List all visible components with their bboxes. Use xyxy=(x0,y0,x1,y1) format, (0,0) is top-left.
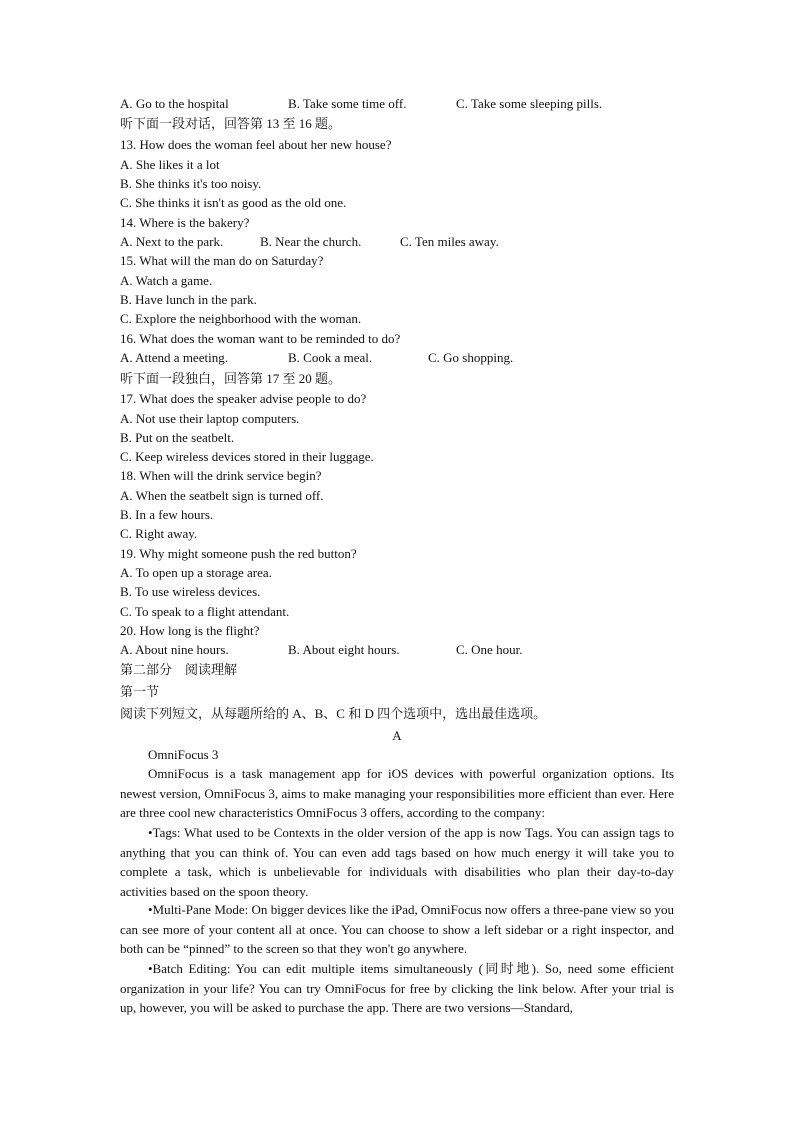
q15-stem: 15. What will the man do on Saturday? xyxy=(120,253,324,268)
q18-option-c: C. Right away. xyxy=(120,526,198,541)
q13-option-b: B. She thinks it's too noisy. xyxy=(120,176,262,191)
q16-stem: 16. What does the woman want to be reminded to do? xyxy=(120,331,401,346)
q16-option-b: B. Cook a meal. xyxy=(288,350,373,365)
q17-option-c: C. Keep wireless devices stored in their luggage. xyxy=(120,449,374,464)
q12-options xyxy=(120,94,602,114)
q18-option-b: B. In a few hours. xyxy=(120,507,214,522)
q18-stem: 18. When will the drink service begin? xyxy=(120,468,322,483)
q17-option-a: A. Not use their laptop computers. xyxy=(120,411,300,426)
listening-instruction-13-16: 听下面一段对话，回答第 13 至 16 题。 xyxy=(120,116,342,131)
q17-stem: 17. What does the speaker advise people to do? xyxy=(120,391,367,406)
part2-heading: 第二部分 阅读理解 xyxy=(120,662,238,677)
listening-instruction-17-20: 听下面一段独白，回答第 17 至 20 题。 xyxy=(120,371,342,386)
q14-options xyxy=(120,232,499,252)
q12-option-c: C. Take some sleeping pills. xyxy=(456,96,603,111)
passage-title: OmniFocus 3 xyxy=(148,747,219,762)
q13-option-a: A. She likes it a lot xyxy=(120,157,220,172)
q14-stem: 14. Where is the bakery? xyxy=(120,215,250,230)
q20-stem: 20. How long is the flight? xyxy=(120,623,260,638)
q12-option-b: B. Take some time off. xyxy=(288,96,407,111)
passage-paragraph-batch-editing: •Batch Editing: You can edit multiple items simultaneously (同时地). So, need some efficient organization in your life? You can try OmniFocus for free by clicking the link below. After your trial is up, however, you will be asked to purchase the app. There are two versions—Standard, xyxy=(120,961,674,1016)
q19-option-c: C. To speak to a flight attendant. xyxy=(120,604,290,619)
q16-option-a: A. Attend a meeting. xyxy=(120,350,228,365)
q13-option-c: C. She thinks it isn't as good as the old one. xyxy=(120,195,347,210)
q20-option-b: B. About eight hours. xyxy=(288,642,400,657)
q16-options xyxy=(120,348,513,368)
q17-option-b: B. Put on the seatbelt. xyxy=(120,430,235,445)
section1-heading: 第一节 xyxy=(120,684,160,699)
q19-stem: 19. Why might someone push the red button? xyxy=(120,546,357,561)
reading-instruction: 阅读下列短文，从每题所给的 A、B、C 和 D 四个选项中，选出最佳选项。 xyxy=(120,706,547,721)
q20-option-c: C. One hour. xyxy=(456,642,523,657)
q19-option-a: A. To open up a storage area. xyxy=(120,565,272,580)
q15-option-c: C. Explore the neighborhood with the woman. xyxy=(120,311,362,326)
q13-stem: 13. How does the woman feel about her new house? xyxy=(120,137,392,152)
q19-option-b: B. To use wireless devices. xyxy=(120,584,261,599)
q12-option-a: A. Go to the hospital xyxy=(120,96,229,111)
q20-options xyxy=(120,640,522,660)
passage-paragraph-multi-pane: •Multi-Pane Mode: On bigger devices like the iPad, OmniFocus now offers a three-pane view so you can see more of your content all at once. You can choose to show a left sidebar or a right inspector, and both can be “pinned” to the screen so that they won't go anywhere. xyxy=(120,902,674,957)
q15-option-b: B. Have lunch in the park. xyxy=(120,292,257,307)
q14-option-a: A. Next to the park. xyxy=(120,234,224,249)
q20-option-a: A. About nine hours. xyxy=(120,642,229,657)
q16-option-c: C. Go shopping. xyxy=(428,350,514,365)
q18-option-a: A. When the seatbelt sign is turned off. xyxy=(120,488,324,503)
q14-option-c: C. Ten miles away. xyxy=(400,234,499,249)
passage-paragraph-intro: OmniFocus is a task management app for iOS devices with powerful organization options. Its newest version, OmniFocus 3, aims to make managing your responsibilities more efficient than ever. Here are three cool new characteristics OmniFocus 3 offers, according to the company: xyxy=(120,766,674,821)
passage-letter: A xyxy=(392,728,402,743)
q14-option-b: B. Near the church. xyxy=(260,234,362,249)
q15-option-a: A. Watch a game. xyxy=(120,273,213,288)
passage-paragraph-tags: •Tags: What used to be Contexts in the older version of the app is now Tags. You can assign tags to anything that you can think of. You can even add tags based on how much energy it will take you to complete a task, which is unbelievable for individuals with disabilities who plan their day-to-day activities based on the spoon theory. xyxy=(120,825,674,899)
